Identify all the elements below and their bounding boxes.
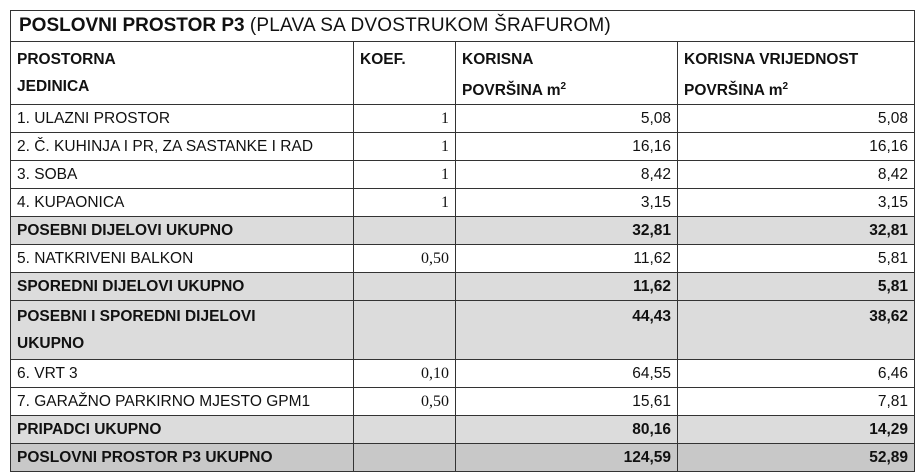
row-vrijednost: 6,46: [678, 360, 915, 388]
title-subtitle: (PLAVA SA DVOSTRUKOM ŠRAFUROM): [249, 15, 611, 36]
row-vrijednost: 14,29: [678, 416, 915, 444]
header-prostorna-jedinica: PROSTORNA JEDINICA: [11, 42, 354, 105]
row-koef: 0,50: [354, 388, 456, 416]
row-koef: 0,50: [354, 245, 456, 273]
header-koef: KOEF.: [354, 42, 456, 105]
row-koef: 1: [354, 133, 456, 161]
row-vrijednost: 8,42: [678, 161, 915, 189]
subtotal-row: [11, 301, 915, 360]
table-row: [11, 360, 915, 388]
row-vrijednost: 38,62: [678, 301, 915, 360]
row-name: POSEBNI DIJELOVI UKUPNO: [11, 217, 354, 245]
table-row: [11, 133, 915, 161]
header-korisna-vrijednost: KORISNA VRIJEDNOST POVRŠINA $m^2$: [678, 42, 915, 105]
row-name: 1. ULAZNI PROSTOR: [11, 105, 354, 133]
table-row: [11, 245, 915, 273]
table-title-row: [11, 11, 915, 42]
row-vrijednost: 5,81: [678, 245, 915, 273]
row-vrijednost: 5,08: [678, 105, 915, 133]
row-vrijednost: 5,81: [678, 273, 915, 301]
row-name: 4. KUPAONICA: [11, 189, 354, 217]
row-name: 6. VRT 3: [11, 360, 354, 388]
row-name: POSLOVNI PROSTOR P3 UKUPNO: [11, 444, 354, 472]
subtotal-row: [11, 273, 915, 301]
title-bold: POSLOVNI PROSTOR P3: [19, 15, 245, 36]
row-korisna: 32,81: [456, 217, 678, 245]
row-koef: [354, 273, 456, 301]
row-name: 5. NATKRIVENI BALKON: [11, 245, 354, 273]
row-name: 7. GARAŽNO PARKIRNO MJESTO GPM1: [11, 388, 354, 416]
row-name: POSEBNI I SPOREDNI DIJELOVI UKUPNO: [11, 301, 354, 360]
row-korisna: 5,08: [456, 105, 678, 133]
row-korisna: 16,16: [456, 133, 678, 161]
table-row: [11, 388, 915, 416]
row-korisna: 8,42: [456, 161, 678, 189]
row-name: 2. Č. KUHINJA I PR, ZA SASTANKE I RAD: [11, 133, 354, 161]
row-vrijednost: 52,89: [678, 444, 915, 472]
row-name: 3. SOBA: [11, 161, 354, 189]
row-korisna: 11,62: [456, 273, 678, 301]
row-korisna: 11,62: [456, 245, 678, 273]
table-row: [11, 105, 915, 133]
row-korisna: 3,15: [456, 189, 678, 217]
row-vrijednost: 7,81: [678, 388, 915, 416]
row-koef: [354, 301, 456, 360]
row-koef: [354, 444, 456, 472]
header-korisna-povrsina: KORISNA POVRŠINA $m^2$: [456, 42, 678, 105]
row-korisna: 44,43: [456, 301, 678, 360]
table-row: [11, 161, 915, 189]
row-koef: 1: [354, 161, 456, 189]
row-vrijednost: 3,15: [678, 189, 915, 217]
subtotal-row: [11, 217, 915, 245]
row-name: SPOREDNI DIJELOVI UKUPNO: [11, 273, 354, 301]
header-row: [11, 42, 915, 105]
row-koef: 1: [354, 189, 456, 217]
area-table-container: [10, 10, 914, 472]
row-name: PRIPADCI UKUPNO: [11, 416, 354, 444]
row-koef: 0,10: [354, 360, 456, 388]
row-vrijednost: 32,81: [678, 217, 915, 245]
row-korisna: 80,16: [456, 416, 678, 444]
grand-total-row: [11, 444, 915, 472]
row-korisna: 124,59: [456, 444, 678, 472]
table-row: [11, 189, 915, 217]
subtotal-row: [11, 416, 915, 444]
row-koef: 1: [354, 105, 456, 133]
row-koef: [354, 217, 456, 245]
row-korisna: 15,61: [456, 388, 678, 416]
table-title: [11, 11, 915, 42]
row-vrijednost: 16,16: [678, 133, 915, 161]
row-korisna: 64,55: [456, 360, 678, 388]
row-koef: [354, 416, 456, 444]
area-table: [10, 10, 915, 472]
